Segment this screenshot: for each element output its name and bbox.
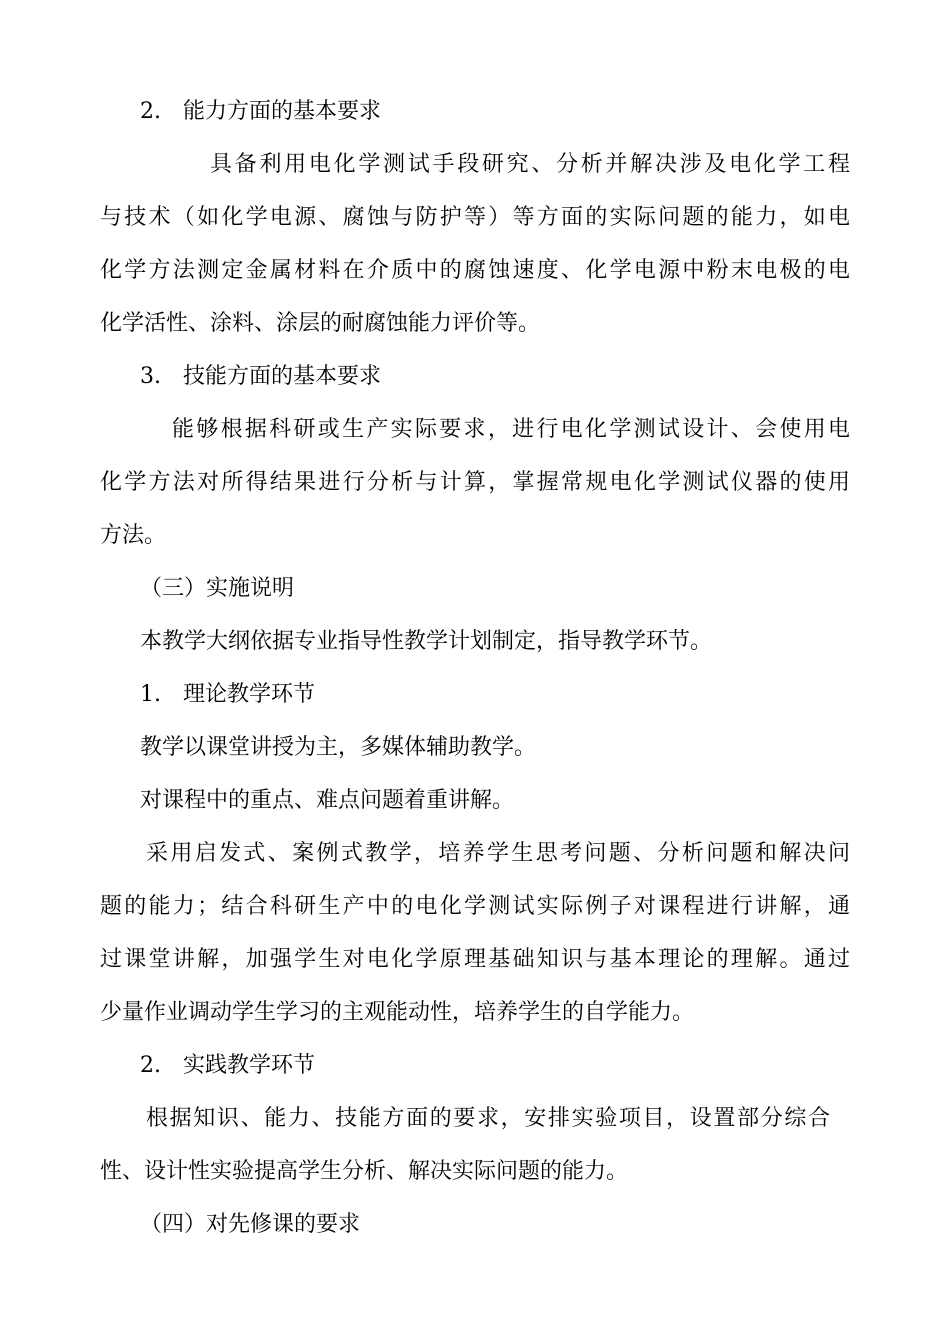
paragraph-line: 少量作业调动学生学习的主观能动性，培养学生的自学能力。 bbox=[100, 1000, 695, 1025]
heading-implementation-notes: （三）实施说明 bbox=[140, 576, 295, 601]
heading-skill-requirements: 3. 技能方面的基本要求 bbox=[140, 364, 381, 389]
heading-ability-requirements: 2. 能力方面的基本要求 bbox=[140, 99, 381, 124]
paragraph-line: 过课堂讲解，加强学生对电化学原理基础知识与基本理论的理解。通过 bbox=[100, 947, 850, 972]
paragraph-line: 能够根据科研或生产实际要求，进行电化学测试设计、会使用电 bbox=[172, 417, 850, 442]
paragraph-line: 化学活性、涂料、涂层的耐腐蚀能力评价等。 bbox=[100, 311, 541, 336]
paragraph-line: 根据知识、能力、技能方面的要求，安排实验项目，设置部分综合 bbox=[146, 1106, 830, 1131]
paragraph-line: 采用启发式、案例式教学，培养学生思考问题、分析问题和解决问 bbox=[146, 841, 850, 866]
paragraph-line: 对课程中的重点、难点问题着重讲解。 bbox=[140, 788, 515, 813]
paragraph-line: 教学以课堂讲授为主，多媒体辅助教学。 bbox=[140, 735, 537, 760]
heading-practice-teaching: 2. 实践教学环节 bbox=[140, 1053, 315, 1078]
paragraph-line: 题的能力；结合科研生产中的电化学测试实际例子对课程进行讲解，通 bbox=[100, 894, 850, 919]
heading-theory-teaching: 1. 理论教学环节 bbox=[140, 682, 315, 707]
paragraph-line: 本教学大纲依据专业指导性教学计划制定，指导教学环节。 bbox=[140, 629, 713, 654]
paragraph-line: 化学方法测定金属材料在介质中的腐蚀速度、化学电源中粉末电极的电 bbox=[100, 258, 850, 283]
heading-prerequisite-requirements: （四）对先修课的要求 bbox=[140, 1212, 361, 1237]
paragraph-line: 性、设计性实验提高学生分析、解决实际问题的能力。 bbox=[100, 1159, 629, 1184]
paragraph-line: 方法。 bbox=[100, 523, 167, 548]
paragraph-line: 化学方法对所得结果进行分析与计算，掌握常规电化学测试仪器的使用 bbox=[100, 470, 850, 495]
paragraph-line: 具备利用电化学测试手段研究、分析并解决涉及电化学工程 bbox=[210, 152, 850, 177]
paragraph-line: 与技术（如化学电源、腐蚀与防护等）等方面的实际问题的能力，如电 bbox=[100, 205, 850, 230]
